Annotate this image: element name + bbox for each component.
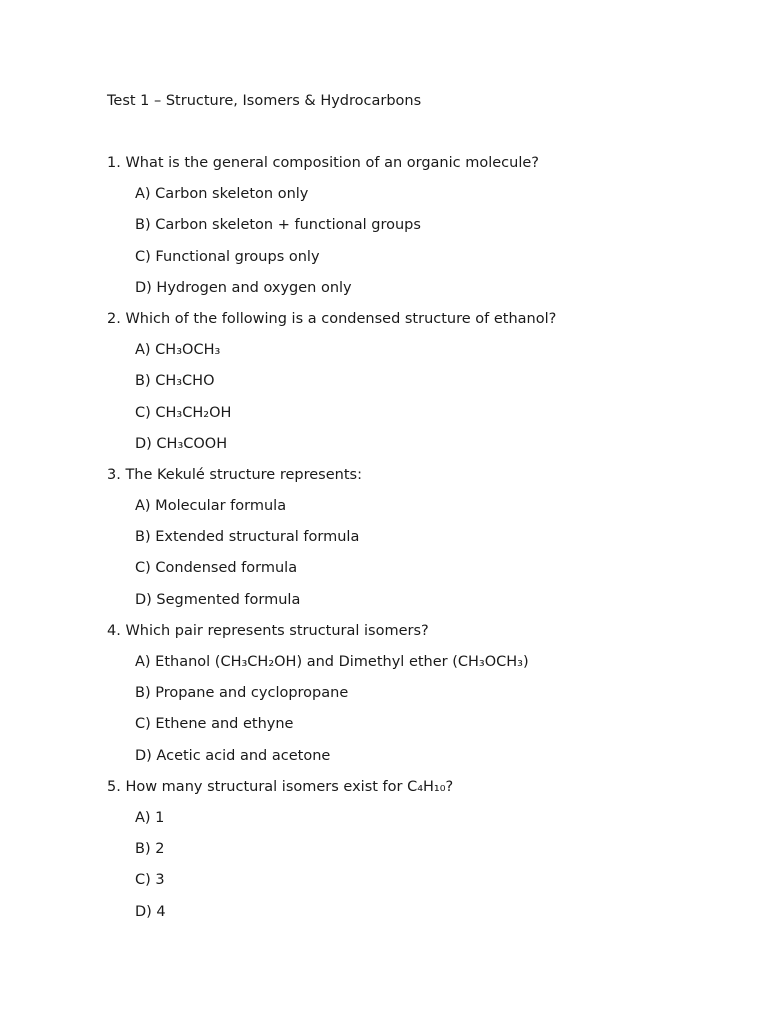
question-text: 3. The Kekulé structure represents:: [107, 466, 362, 483]
question-1: [107, 153, 727, 309]
answer-option-c: C) Functional groups only: [135, 248, 320, 265]
question-4: [107, 621, 727, 777]
document-page: [107, 91, 727, 933]
question-2: [107, 309, 727, 465]
answer-option-a: A) Carbon skeleton only: [135, 186, 309, 203]
question-text: 2. Which of the following is a condensed structure of ethanol?: [107, 310, 557, 327]
question-5: [107, 777, 727, 933]
question-text: 5. How many structural isomers exist for C₄H₁₀?: [107, 778, 454, 795]
answer-option-b: B) Extended structural formula: [135, 529, 360, 546]
answer-option-b: B) Propane and cyclopropane: [135, 685, 349, 702]
answer-option-c: C) Ethene and ethyne: [135, 716, 294, 733]
answer-option-d: D) Segmented formula: [135, 591, 301, 608]
answer-option-a: A) 1: [135, 809, 165, 826]
answer-option-c: C) Condensed formula: [135, 560, 298, 577]
answer-option-d: D) CH₃COOH: [135, 435, 228, 452]
answer-option-d: D) Hydrogen and oxygen only: [135, 279, 352, 296]
answer-option-d: D) Acetic acid and acetone: [135, 747, 331, 764]
answer-option-b: B) CH₃CHO: [135, 373, 215, 390]
answer-option-b: B) Carbon skeleton + functional groups: [135, 217, 421, 234]
answer-option-a: A) CH₃OCH₃: [135, 342, 221, 359]
document-title: Test 1 – Structure, Isomers & Hydrocarbons: [107, 93, 422, 109]
answer-option-d: D) 4: [135, 903, 166, 920]
question-text: 4. Which pair represents structural isomers?: [107, 622, 429, 639]
answer-option-a: A) Molecular formula: [135, 498, 287, 515]
question-text: 1. What is the general composition of an organic molecule?: [107, 155, 539, 171]
question-3: [107, 465, 727, 621]
answer-option-c: C) 3: [135, 872, 165, 889]
answer-option-b: B) 2: [135, 841, 165, 858]
answer-option-c: C) CH₃CH₂OH: [135, 404, 232, 421]
answer-option-a: A) Ethanol (CH₃CH₂OH) and Dimethyl ether (CH₃OCH₃): [135, 654, 529, 670]
